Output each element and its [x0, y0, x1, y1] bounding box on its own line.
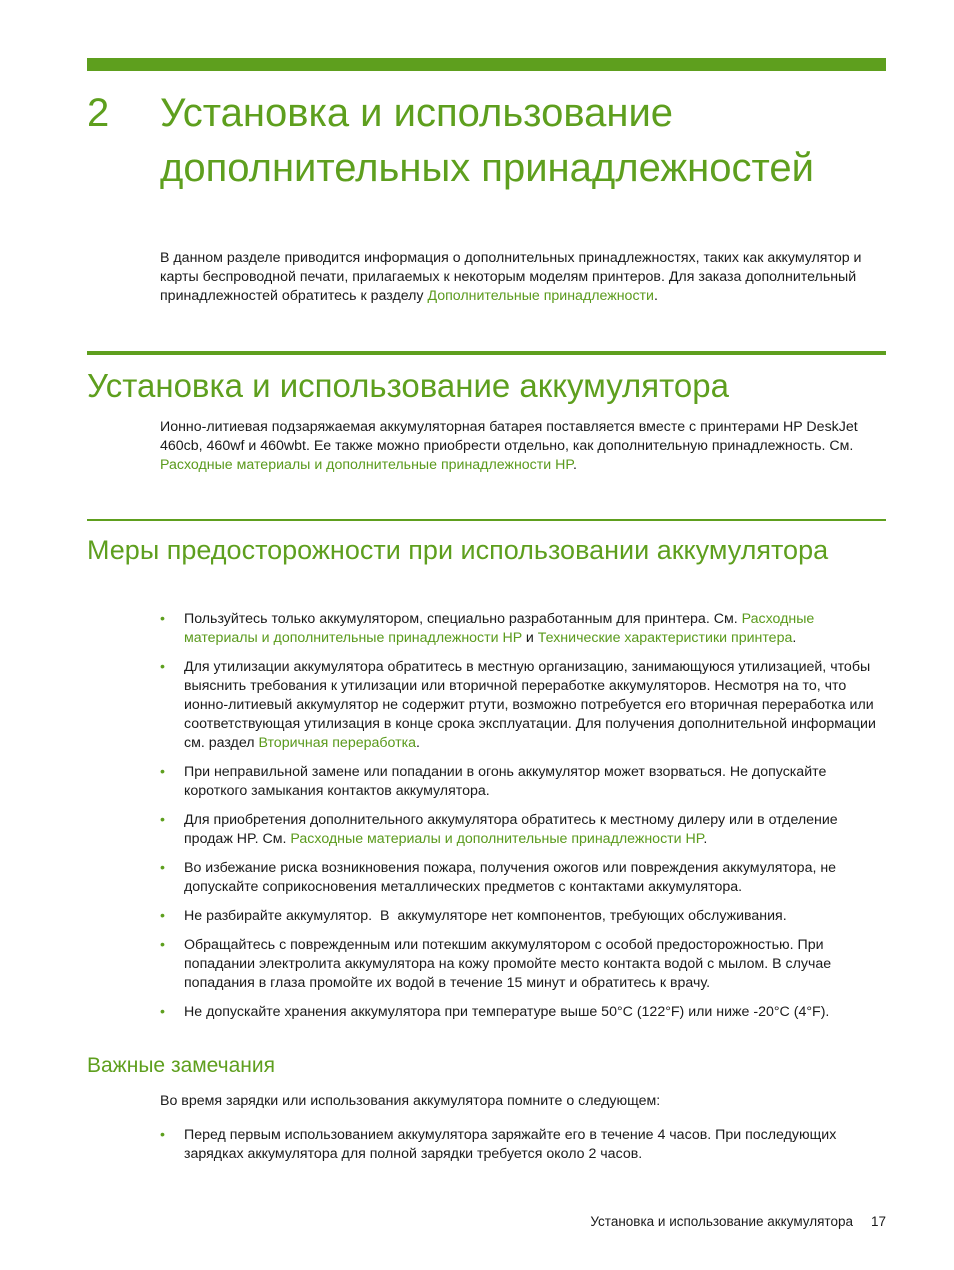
bullet-text: Обращайтесь с поврежденным или потекшим аккумулятором с особой предосторожностью. При попадании электролита аккумулятора на кожу промойте место контакта водой с мылом. В случае попадания в глаза промойте их водой в течение 15 минут и обратитесь к врачу.: [184, 937, 832, 991]
notes-list: [160, 1126, 888, 1174]
bullet-icon: •: [160, 764, 165, 780]
list-item: [160, 1126, 888, 1164]
list-item: [160, 936, 888, 993]
battery-paragraph: [160, 418, 888, 475]
notes-paragraph: [160, 1092, 888, 1111]
battery-end: .: [573, 457, 577, 473]
page-footer: [500, 1214, 886, 1229]
bullet-icon: •: [160, 1127, 165, 1143]
bullet-icon: •: [160, 908, 165, 924]
list-item: [160, 610, 888, 648]
link-recycling[interactable]: Вторичная переработка: [258, 735, 416, 751]
list-item: [160, 658, 888, 753]
bullet-icon: •: [160, 860, 165, 876]
bullet-text: .: [703, 831, 708, 847]
bullet-text: Для приобретения дополнительного аккумулятора обратитесь к местному дилеру или в отделение продаж HP. См.: [184, 812, 838, 847]
bullet-icon: •: [160, 937, 165, 953]
section-rule: [87, 351, 886, 355]
link-specifications[interactable]: Технические характеристики принтера: [537, 630, 793, 646]
bullet-text: При неправильной замене или попадании в огонь аккумулятор может взорваться. Не допускайте короткого замыкания контактов аккумулятора.: [184, 764, 827, 799]
intro-paragraph: [160, 249, 888, 306]
page-number: 17: [870, 1214, 886, 1229]
bullet-icon: •: [160, 812, 165, 828]
link-supplies[interactable]: Расходные материалы и дополнительные принадлежности HP: [160, 457, 574, 473]
chapter-title: Установка и использование дополнительных принадлежностей: [160, 91, 814, 190]
link-supplies[interactable]: Расходные материалы и дополнительные принадлежности HP: [184, 611, 815, 646]
bullet-text: Пользуйтесь только аккумулятором, специально разработанным для принтера. См.: [184, 611, 742, 627]
bullet-text: .: [416, 735, 420, 751]
footer-title: Установка и использование аккумулятора: [590, 1214, 853, 1229]
chapter-number: 2: [87, 91, 110, 135]
bullet-icon: •: [160, 659, 165, 675]
battery-text: Ионно-литиевая подзаряжаемая аккумуляторная батарея поставляется вместе с принтерами HP DeskJet 460cb, 460wf и 460wbt. Ее также можно приобрести отдельно, как дополнительную принадлежность. См.: [160, 419, 858, 454]
bullet-text: Не допускайте хранения аккумулятора при температуре выше 50°C (122°F) или ниже -20°C (4°F).: [184, 1004, 830, 1020]
link-supplies[interactable]: Расходные материалы и дополнительные принадлежности HP: [290, 831, 704, 847]
bullet-icon: •: [160, 1004, 165, 1020]
bullet-text: Во избежание риска возникновения пожара, получения ожогов или повреждения аккумулятора, не допускайте соприкосновения металлических предметов с контактами аккумулятора.: [184, 860, 837, 895]
list-item: [160, 763, 888, 801]
link-accessories[interactable]: Дополнительные принадлежности: [427, 288, 654, 304]
subsection-rule: [87, 519, 886, 521]
list-item: [160, 811, 888, 849]
bullet-text: и: [521, 630, 538, 646]
list-item: [160, 859, 888, 897]
section-heading-battery: Установка и использование аккумулятора: [87, 367, 729, 404]
bullet-text: Не разбирайте аккумулятор. В аккумуляторе нет компонентов, требующих обслуживания.: [184, 908, 787, 924]
bullet-text: .: [792, 630, 797, 646]
intro-text: В данном разделе приводится информация о дополнительных принадлежностях, таких как аккумулятор и карты беспроводной печати, прилагаемых к некоторым моделям принтеров. Для заказа дополнительный принадлежностей обратитесь к разделу: [160, 250, 862, 304]
section-heading-safety: Меры предосторожности при использовании аккумулятора: [87, 535, 829, 565]
safety-list: [160, 610, 888, 1032]
bullet-text: Для утилизации аккумулятора обратитесь в местную организацию, занимающуюся утилизацией, чтобы выяснить требования к утилизации или вторичной переработке аккумуляторов. Несмотря на то, что ионно-литиевый аккумулятор не содержит ртути, возможно потребуется его вторичная переработка или соответствующая утилизация в конце срока эксплуатации. Для получения дополнительной информации см. раздел: [184, 659, 876, 751]
intro-end: .: [653, 288, 658, 304]
list-item: [160, 907, 888, 926]
list-item: [160, 1003, 888, 1022]
bullet-icon: •: [160, 611, 165, 627]
chapter-top-bar: [87, 58, 886, 71]
notes-text: Во время зарядки или использования аккумулятора помните о следующем:: [160, 1093, 661, 1109]
bullet-text: Перед первым использованием аккумулятора заряжайте его в течение 4 часов. При последующих зарядках аккумулятора для полной зарядки требуется около 2 часов.: [184, 1127, 837, 1162]
section-heading-notes: Важные замечания: [87, 1054, 275, 1077]
